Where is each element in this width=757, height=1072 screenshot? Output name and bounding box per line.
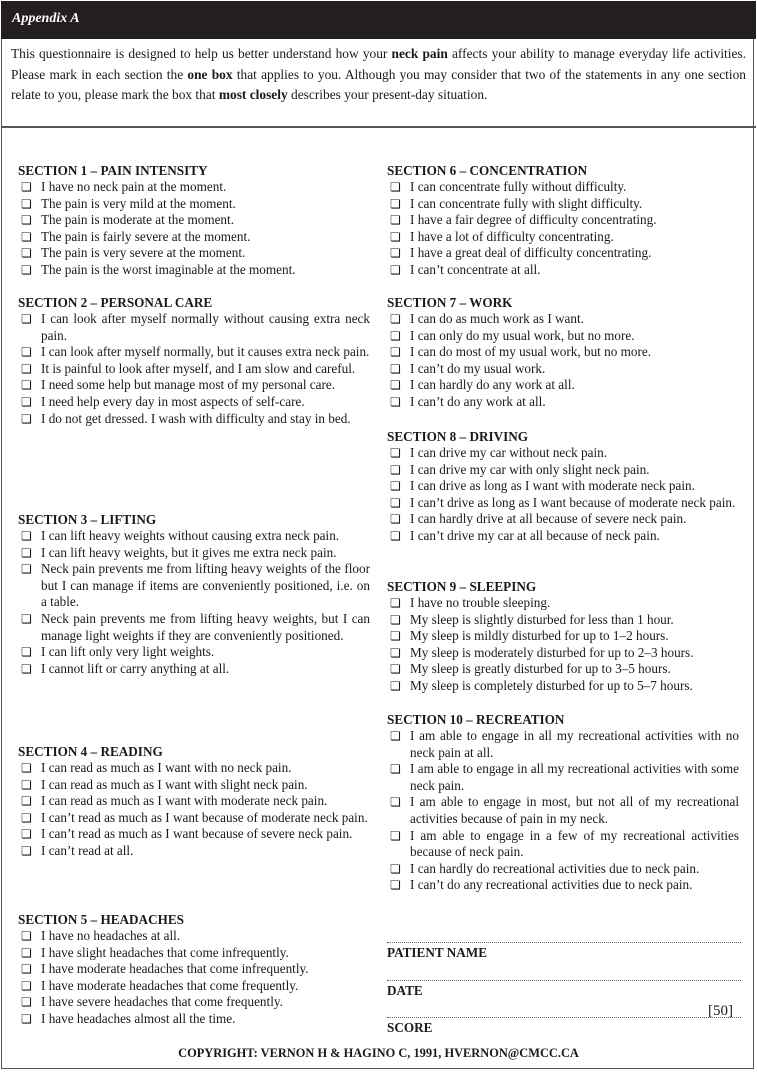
- option-item[interactable]: [387, 528, 739, 545]
- checkbox-icon[interactable]: ❏: [390, 328, 401, 343]
- section-1: [18, 162, 370, 279]
- option-item[interactable]: [18, 661, 370, 678]
- checkbox-icon[interactable]: ❏: [390, 180, 401, 194]
- option-label: I can read as much as I want with slight neck pain.: [41, 776, 308, 792]
- score-field[interactable]: [387, 1017, 741, 1035]
- option-label: I can hardly do recreational activities due to neck pain.: [410, 860, 700, 876]
- option-item[interactable]: [387, 595, 739, 612]
- intro-text: affects your ability to manage everyday life activities. Please mark in each section the: [11, 46, 746, 82]
- option-item[interactable]: [387, 495, 739, 512]
- checkbox-icon[interactable]: ❏: [21, 312, 32, 326]
- section-title: SECTION 1 – PAIN INTENSITY: [18, 163, 208, 178]
- option-label: The pain is fairly severe at the moment.: [41, 228, 251, 244]
- score-value: [50]: [708, 1003, 733, 1019]
- option-label: My sleep is completely disturbed for up to 5–7 hours.: [410, 677, 693, 693]
- option-label: The pain is moderate at the moment.: [41, 212, 234, 228]
- option-label: I have no headaches at all.: [41, 928, 181, 943]
- intro-emphasis: one box: [187, 66, 233, 82]
- checkbox-icon[interactable]: ❏: [390, 861, 401, 876]
- intro-emphasis: most closely: [218, 87, 288, 102]
- section-2: [18, 294, 370, 427]
- option-item[interactable]: [387, 794, 739, 827]
- option-item[interactable]: [18, 611, 370, 644]
- option-item[interactable]: [387, 361, 739, 378]
- option-label: I can hardly drive at all because of severe neck pain.: [410, 511, 687, 527]
- section-7: [387, 294, 739, 411]
- option-label: I can lift only very light weights.: [41, 644, 215, 660]
- option-label: I can’t drive as long as I want because of moderate neck pain.: [410, 494, 736, 510]
- option-label: I can do most of my usual work, but no more.: [410, 344, 652, 360]
- option-item[interactable]: [387, 445, 739, 462]
- checkbox-icon[interactable]: ❏: [21, 196, 32, 211]
- option-label: I can read as much as I want with moderate neck pain.: [41, 793, 328, 809]
- checkbox-icon[interactable]: ❏: [390, 795, 401, 810]
- option-label: I can concentrate fully without difficulty.: [410, 179, 627, 194]
- checkbox-icon[interactable]: ❏: [390, 645, 401, 660]
- checkbox-icon[interactable]: ❏: [390, 262, 401, 277]
- checkbox-icon[interactable]: ❏: [390, 762, 401, 777]
- option-label: I can’t do my usual work.: [410, 360, 546, 376]
- checkbox-icon[interactable]: ❏: [21, 978, 32, 993]
- option-item[interactable]: [18, 928, 370, 945]
- checkbox-icon[interactable]: ❏: [21, 345, 32, 360]
- option-label: I have no neck pain at the moment.: [41, 179, 227, 194]
- option-label: I can lift heavy weights, but it gives me extra neck pain.: [41, 544, 337, 560]
- checkbox-icon[interactable]: ❏: [21, 761, 32, 775]
- option-label: I can only do my usual work, but no more.: [410, 327, 635, 343]
- option-label: My sleep is mildly disturbed for up to 1–2 hours.: [410, 628, 669, 644]
- option-item[interactable]: [387, 511, 739, 528]
- intro-paragraph: [1, 39, 756, 128]
- option-item[interactable]: [387, 212, 739, 229]
- option-item[interactable]: [18, 644, 370, 661]
- checkbox-icon[interactable]: ❏: [390, 361, 401, 376]
- patient-name-label: PATIENT NAME: [387, 945, 488, 960]
- option-item[interactable]: [18, 760, 370, 777]
- checkbox-icon[interactable]: ❏: [390, 246, 401, 261]
- checkbox-icon[interactable]: ❏: [390, 229, 401, 244]
- checkbox-icon[interactable]: ❏: [390, 213, 401, 228]
- option-item[interactable]: [387, 344, 739, 361]
- checkbox-icon[interactable]: ❏: [390, 828, 401, 843]
- section-title: SECTION 4 – READING: [18, 744, 163, 759]
- checkbox-icon[interactable]: ❏: [390, 729, 401, 743]
- option-label: I can read as much as I want with no neck pain.: [41, 760, 292, 775]
- intro-emphasis: neck pain: [391, 46, 448, 61]
- option-item[interactable]: [18, 245, 370, 262]
- option-label: I have slight headaches that come infrequently.: [41, 944, 289, 960]
- option-item[interactable]: [18, 212, 370, 229]
- option-item[interactable]: [387, 179, 739, 196]
- section-4: [18, 743, 370, 860]
- option-item[interactable]: [18, 262, 370, 279]
- section-title: SECTION 5 – HEADACHES: [18, 912, 184, 927]
- section-3: [18, 511, 370, 677]
- checkbox-icon[interactable]: ❏: [390, 196, 401, 211]
- option-item[interactable]: [387, 861, 739, 878]
- option-item[interactable]: [18, 826, 370, 843]
- checkbox-icon[interactable]: ❏: [390, 479, 401, 494]
- checkbox-icon[interactable]: ❏: [21, 180, 32, 194]
- checkbox-icon[interactable]: ❏: [21, 529, 32, 543]
- option-item[interactable]: [18, 196, 370, 213]
- option-label: I have moderate headaches that come infrequently.: [41, 961, 309, 977]
- option-label: I can’t read at all.: [41, 842, 134, 858]
- checkbox-icon[interactable]: ❏: [21, 562, 32, 577]
- option-item[interactable]: [387, 377, 739, 394]
- copyright-notice: COPYRIGHT: VERNON H & HAGINO C, 1991, HVERNON@CMCC.CA: [178, 1046, 579, 1060]
- option-item[interactable]: [387, 262, 739, 279]
- checkbox-icon[interactable]: ❏: [390, 596, 401, 610]
- section-title: SECTION 8 – DRIVING: [387, 429, 529, 444]
- option-label: I can’t do any work at all.: [410, 393, 546, 409]
- option-item[interactable]: [18, 411, 370, 428]
- option-label: I can’t read as much as I want because of moderate neck pain.: [41, 809, 368, 825]
- option-item[interactable]: [18, 361, 370, 378]
- section-8: [387, 428, 739, 545]
- option-item[interactable]: [387, 229, 739, 246]
- checkbox-icon[interactable]: ❏: [390, 528, 401, 543]
- option-item[interactable]: [18, 1011, 370, 1028]
- option-label: I am able to engage in all my recreational activities with some neck pain.: [410, 761, 739, 793]
- option-item[interactable]: [387, 645, 739, 662]
- option-item[interactable]: [387, 328, 739, 345]
- option-label: My sleep is greatly disturbed for up to 3–5 hours.: [410, 661, 671, 677]
- option-label: The pain is the worst imaginable at the moment.: [41, 261, 296, 277]
- checkbox-icon[interactable]: ❏: [21, 411, 32, 426]
- option-label: I have moderate headaches that come frequently.: [41, 977, 299, 993]
- section-6: [387, 162, 739, 279]
- checkbox-icon[interactable]: ❏: [390, 629, 401, 644]
- option-item[interactable]: [387, 462, 739, 479]
- checkbox-icon[interactable]: ❏: [390, 394, 401, 409]
- option-item[interactable]: [387, 612, 739, 629]
- checkbox-icon[interactable]: ❏: [21, 777, 32, 792]
- checkbox-icon[interactable]: ❏: [21, 827, 32, 842]
- option-label: I have headaches almost all the time.: [41, 1010, 236, 1026]
- section-title: SECTION 2 – PERSONAL CARE: [18, 295, 213, 310]
- option-item[interactable]: [18, 377, 370, 394]
- option-label: I have a lot of difficulty concentrating.: [410, 228, 614, 244]
- score-label: SCORE: [387, 1020, 433, 1035]
- checkbox-icon[interactable]: ❏: [390, 378, 401, 393]
- option-item[interactable]: [18, 311, 370, 344]
- option-label: I can concentrate fully with slight difficulty.: [410, 195, 643, 211]
- option-label: I can do as much work as I want.: [410, 311, 584, 326]
- option-label: I have no trouble sleeping.: [410, 595, 551, 610]
- date-field[interactable]: [387, 980, 741, 998]
- option-item[interactable]: [18, 994, 370, 1011]
- intro-text: describes your present-day situation.: [287, 87, 488, 102]
- option-item[interactable]: [18, 394, 370, 411]
- section-title: SECTION 3 – LIFTING: [18, 512, 157, 527]
- checkbox-icon[interactable]: ❏: [390, 612, 401, 627]
- section-title: SECTION 6 – CONCENTRATION: [387, 163, 588, 178]
- checkbox-icon[interactable]: ❏: [390, 878, 401, 893]
- checkbox-icon[interactable]: ❏: [21, 645, 32, 660]
- option-item[interactable]: [387, 678, 739, 695]
- option-label: The pain is very mild at the moment.: [41, 195, 236, 211]
- option-label: I can’t concentrate at all.: [410, 261, 541, 277]
- option-item[interactable]: [387, 877, 739, 894]
- option-label: I can’t drive my car at all because of neck pain.: [410, 527, 660, 543]
- option-label: I can drive my car with only slight neck pain.: [410, 461, 650, 477]
- intro-text: that applies to you. Although you may consider that two of the statements in any one section relate to you, please mark the box that: [11, 66, 746, 102]
- option-item[interactable]: [387, 828, 739, 861]
- option-item[interactable]: [18, 793, 370, 810]
- option-label: Neck pain prevents me from lifting heavy weights, but I can manage light weights if they are conveniently positioned.: [41, 610, 370, 643]
- option-label: I can’t read as much as I want because of severe neck pain.: [41, 826, 353, 842]
- checkbox-icon[interactable]: ❏: [21, 246, 32, 261]
- section-10: [387, 711, 739, 894]
- option-label: I have severe headaches that come frequently.: [41, 994, 283, 1010]
- option-item[interactable]: [387, 661, 739, 678]
- section-title: SECTION 9 – SLEEPING: [387, 579, 537, 594]
- option-label: I can hardly do any work at all.: [410, 377, 575, 393]
- option-label: I have a great deal of difficulty concentrating.: [410, 245, 652, 261]
- option-item[interactable]: [18, 528, 370, 545]
- option-item[interactable]: [18, 810, 370, 827]
- option-item[interactable]: [18, 179, 370, 196]
- section-title: SECTION 7 – WORK: [387, 295, 513, 310]
- checkbox-icon[interactable]: ❏: [21, 843, 32, 858]
- checkbox-icon[interactable]: ❏: [21, 810, 32, 825]
- intro-text: This questionnaire is designed to help us better understand how your: [11, 46, 392, 61]
- option-label: I am able to engage in a few of my recreational activities because of neck pain.: [410, 827, 739, 860]
- option-label: I can look after myself normally without causing extra neck pain.: [41, 311, 370, 343]
- option-label: I can drive my car without neck pain.: [410, 445, 608, 460]
- option-item[interactable]: [18, 843, 370, 860]
- checkbox-icon[interactable]: ❏: [21, 229, 32, 244]
- option-label: I need help every day in most aspects of self-care.: [41, 393, 305, 409]
- option-item[interactable]: [18, 561, 370, 611]
- option-item[interactable]: [18, 344, 370, 361]
- option-label: My sleep is slightly disturbed for less than 1 hour.: [410, 611, 674, 627]
- checkbox-icon[interactable]: ❏: [390, 345, 401, 360]
- option-label: I can look after myself normally, but it causes extra neck pain.: [41, 344, 370, 360]
- option-item[interactable]: [387, 311, 739, 328]
- option-label: I can lift heavy weights without causing extra neck pain.: [41, 528, 340, 543]
- option-item[interactable]: [387, 761, 739, 794]
- option-label: I have a fair degree of difficulty concentrating.: [410, 212, 657, 228]
- appendix-header: [1, 1, 756, 39]
- checkbox-icon[interactable]: ❏: [21, 995, 32, 1010]
- checkbox-icon[interactable]: ❏: [390, 495, 401, 510]
- checkbox-icon[interactable]: ❏: [21, 262, 32, 277]
- checkbox-icon[interactable]: ❏: [390, 462, 401, 477]
- patient-name-field[interactable]: [387, 942, 741, 960]
- checkbox-icon[interactable]: ❏: [21, 1011, 32, 1026]
- checkbox-icon[interactable]: ❏: [21, 213, 32, 228]
- option-item[interactable]: [387, 478, 739, 495]
- checkbox-icon[interactable]: ❏: [21, 361, 32, 376]
- checkbox-icon[interactable]: ❏: [21, 661, 32, 676]
- appendix-title: Appendix A: [12, 11, 80, 26]
- option-item[interactable]: [387, 245, 739, 262]
- option-label: I do not get dressed. I wash with difficulty and stay in bed.: [41, 410, 351, 426]
- option-item[interactable]: [387, 394, 739, 411]
- option-item[interactable]: [387, 628, 739, 645]
- option-item[interactable]: [387, 728, 739, 761]
- checkbox-icon[interactable]: ❏: [21, 378, 32, 393]
- checkbox-icon[interactable]: ❏: [21, 945, 32, 960]
- option-label: I need some help but manage most of my personal care.: [41, 377, 336, 393]
- option-item[interactable]: [18, 777, 370, 794]
- option-label: I can’t do any recreational activities due to neck pain.: [410, 877, 693, 893]
- option-item[interactable]: [18, 545, 370, 562]
- option-label: The pain is very severe at the moment.: [41, 245, 246, 261]
- section-title: SECTION 10 – RECREATION: [387, 712, 565, 727]
- checkbox-icon[interactable]: ❏: [21, 394, 32, 409]
- checkbox-icon[interactable]: ❏: [21, 794, 32, 809]
- section-9: [387, 578, 739, 695]
- option-label: I am able to engage in all my recreational activities with no neck pain at all.: [410, 728, 739, 760]
- checkbox-icon[interactable]: ❏: [21, 545, 32, 560]
- section-5: [18, 911, 370, 1028]
- option-item[interactable]: [18, 945, 370, 962]
- option-label: My sleep is moderately disturbed for up to 2–3 hours.: [410, 644, 694, 660]
- option-item[interactable]: [18, 229, 370, 246]
- checkbox-icon[interactable]: ❏: [21, 929, 32, 943]
- option-label: It is painful to look after myself, and I am slow and careful.: [41, 360, 356, 376]
- checkbox-icon[interactable]: ❏: [390, 678, 401, 693]
- option-item[interactable]: [387, 196, 739, 213]
- option-item[interactable]: [18, 961, 370, 978]
- checkbox-icon[interactable]: ❏: [21, 962, 32, 977]
- checkbox-icon[interactable]: ❏: [390, 446, 401, 460]
- option-label: I am able to engage in most, but not all of my recreational activities because of pain in my neck.: [410, 794, 739, 826]
- checkbox-icon[interactable]: ❏: [390, 662, 401, 677]
- option-item[interactable]: [18, 978, 370, 995]
- option-label: I can drive as long as I want with moderate neck pain.: [410, 478, 695, 494]
- checkbox-icon[interactable]: ❏: [390, 312, 401, 326]
- date-label: DATE: [387, 983, 423, 998]
- option-label: Neck pain prevents me from lifting heavy weights of the floor but I can manage if items are conveniently positioned, i.e. on a table.: [41, 561, 370, 610]
- checkbox-icon[interactable]: ❏: [390, 512, 401, 527]
- option-label: I cannot lift or carry anything at all.: [41, 660, 230, 676]
- checkbox-icon[interactable]: ❏: [21, 611, 32, 626]
